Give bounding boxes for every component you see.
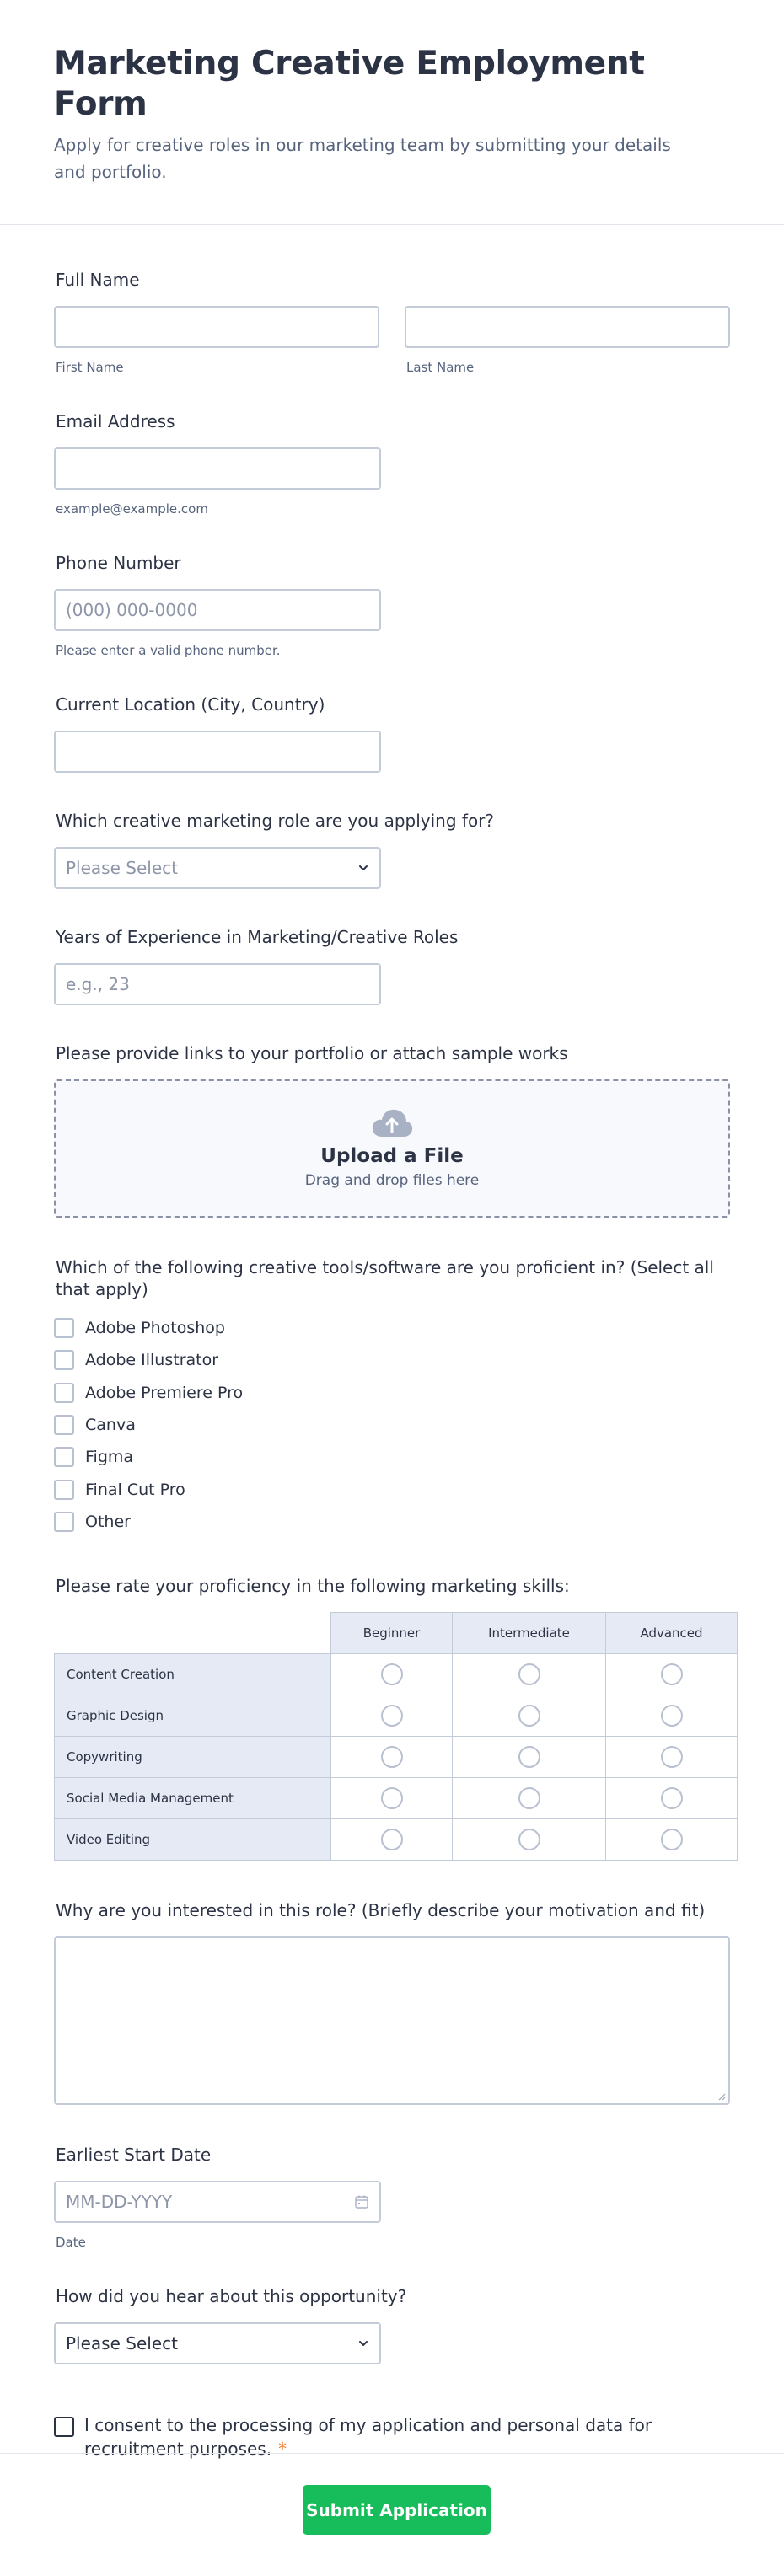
form-header xyxy=(0,0,784,225)
checkbox[interactable] xyxy=(54,1447,74,1467)
tool-option[interactable] xyxy=(54,1473,730,1505)
tools-checkbox-list xyxy=(54,1312,730,1538)
tool-option-label: Adobe Premiere Pro xyxy=(85,1383,244,1402)
radio-button[interactable] xyxy=(518,1746,540,1768)
radio-button[interactable] xyxy=(381,1663,403,1685)
phone-field xyxy=(54,552,730,658)
cloud-upload-icon xyxy=(371,1108,413,1138)
start-date-placeholder: MM-DD-YYYY xyxy=(66,2192,173,2213)
form-footer xyxy=(0,2453,784,2576)
last-name-sublabel: Last Name xyxy=(406,360,475,375)
matrix-column-header: Advanced xyxy=(606,1613,738,1654)
radio-button[interactable] xyxy=(661,1705,683,1727)
source-select-value: Please Select xyxy=(66,2333,178,2354)
tool-option-label: Other xyxy=(85,1512,131,1531)
source-label: How did you hear about this opportunity? xyxy=(56,2286,407,2307)
email-label: Email Address xyxy=(56,411,175,431)
matrix-column-header: Intermediate xyxy=(453,1613,606,1654)
radio-button[interactable] xyxy=(661,1746,683,1768)
location-label: Current Location (City, Country) xyxy=(56,694,325,715)
matrix-row-label: Video Editing xyxy=(55,1819,331,1861)
tool-option[interactable] xyxy=(54,1377,730,1409)
matrix-corner xyxy=(55,1613,331,1654)
radio-button[interactable] xyxy=(518,1829,540,1850)
matrix-row xyxy=(55,1654,738,1695)
chevron-down-icon xyxy=(357,862,369,874)
radio-button[interactable] xyxy=(381,1787,403,1809)
form-body xyxy=(0,269,784,2461)
tool-option-label: Adobe Photoshop xyxy=(85,1319,225,1338)
last-name-input[interactable] xyxy=(405,306,730,348)
tool-option-label: Canva xyxy=(85,1416,136,1435)
role-label: Which creative marketing role are you applying for? xyxy=(56,811,495,831)
tools-label: Which of the following creative tools/software are you proficient in? (Select all that apply) xyxy=(56,1257,714,1299)
required-mark: * xyxy=(278,2439,287,2460)
experience-input[interactable]: e.g., 23 xyxy=(54,963,381,1005)
phone-sublabel: Please enter a valid phone number. xyxy=(56,643,281,658)
tool-option[interactable] xyxy=(54,1409,730,1441)
tool-option[interactable] xyxy=(54,1441,730,1473)
skills-label: Please rate your proficiency in the following marketing skills: xyxy=(56,1576,570,1597)
skills-matrix xyxy=(54,1612,738,1861)
tool-option-label: Final Cut Pro xyxy=(85,1480,185,1499)
tool-option[interactable] xyxy=(54,1344,730,1376)
radio-button[interactable] xyxy=(381,1829,403,1850)
skills-field xyxy=(54,1575,730,1861)
checkbox[interactable] xyxy=(54,1383,74,1403)
location-field xyxy=(54,694,730,773)
radio-button[interactable] xyxy=(661,1787,683,1809)
matrix-row-label: Content Creation xyxy=(55,1654,331,1695)
radio-button[interactable] xyxy=(518,1787,540,1809)
tool-option-label: Figma xyxy=(85,1448,134,1467)
consent-label: I consent to the processing of my application and personal data for recruitment purposes. xyxy=(84,2415,652,2460)
tools-field xyxy=(54,1256,730,1538)
motivation-label: Why are you interested in this role? (Briefly describe your motivation and fit) xyxy=(56,1900,706,1921)
email-sublabel: example@example.com xyxy=(56,501,208,517)
matrix-row xyxy=(55,1778,738,1819)
radio-button[interactable] xyxy=(518,1705,540,1727)
matrix-row xyxy=(55,1819,738,1861)
role-select-value: Please Select xyxy=(66,858,178,878)
tool-option[interactable] xyxy=(54,1312,730,1344)
experience-field xyxy=(54,926,730,1005)
source-field xyxy=(54,2285,730,2364)
motivation-textarea[interactable] xyxy=(54,1936,730,2105)
chevron-down-icon xyxy=(357,2338,369,2349)
checkbox[interactable] xyxy=(54,1480,74,1500)
matrix-row-label: Graphic Design xyxy=(55,1695,331,1737)
portfolio-label: Please provide links to your portfolio or attach sample works xyxy=(56,1043,568,1063)
upload-title: Upload a File xyxy=(320,1145,464,1167)
matrix-row-label: Social Media Management xyxy=(55,1778,331,1819)
full-name-label: Full Name xyxy=(56,270,140,290)
experience-label: Years of Experience in Marketing/Creative Roles xyxy=(56,927,459,947)
checkbox[interactable] xyxy=(54,1415,74,1435)
start-date-field xyxy=(54,2144,730,2250)
matrix-column-header: Beginner xyxy=(331,1613,453,1654)
start-date-input[interactable] xyxy=(54,2181,381,2223)
first-name-input[interactable] xyxy=(54,306,379,348)
matrix-row xyxy=(55,1695,738,1737)
phone-input[interactable]: (000) 000-0000 xyxy=(54,589,381,631)
page-description: Apply for creative roles in our marketing team by submitting your details and portfolio. xyxy=(54,135,671,182)
portfolio-field xyxy=(54,1042,730,1218)
tool-option-label: Adobe Illustrator xyxy=(85,1351,219,1370)
checkbox[interactable] xyxy=(54,1318,74,1338)
role-field xyxy=(54,810,730,889)
start-date-label: Earliest Start Date xyxy=(56,2145,212,2166)
full-name-field xyxy=(54,269,730,375)
radio-button[interactable] xyxy=(661,1829,683,1850)
start-date-sublabel: Date xyxy=(56,2235,86,2251)
motivation-field xyxy=(54,1899,730,2105)
file-upload-dropzone[interactable] xyxy=(54,1079,730,1218)
upload-subtitle: Drag and drop files here xyxy=(304,1172,480,1189)
page-title: Marketing Creative Employment Form xyxy=(54,45,645,123)
first-name-sublabel: First Name xyxy=(56,360,124,375)
consent-checkbox[interactable] xyxy=(54,2417,74,2437)
radio-button[interactable] xyxy=(518,1663,540,1685)
radio-button[interactable] xyxy=(381,1705,403,1727)
tool-option[interactable] xyxy=(54,1506,730,1538)
radio-button[interactable] xyxy=(381,1746,403,1768)
radio-button[interactable] xyxy=(661,1663,683,1685)
location-input[interactable] xyxy=(54,731,381,773)
phone-label: Phone Number xyxy=(56,553,181,573)
matrix-row-label: Copywriting xyxy=(55,1737,331,1778)
submit-button[interactable]: Submit Application xyxy=(303,2485,491,2535)
email-input[interactable] xyxy=(54,447,381,490)
source-select[interactable] xyxy=(54,2322,381,2364)
checkbox[interactable] xyxy=(54,1350,74,1370)
matrix-row xyxy=(55,1737,738,1778)
checkbox[interactable] xyxy=(54,1512,74,1532)
resize-handle-icon[interactable] xyxy=(717,2092,726,2101)
calendar-icon[interactable] xyxy=(354,2194,369,2209)
role-select[interactable] xyxy=(54,847,381,889)
email-field xyxy=(54,410,730,517)
